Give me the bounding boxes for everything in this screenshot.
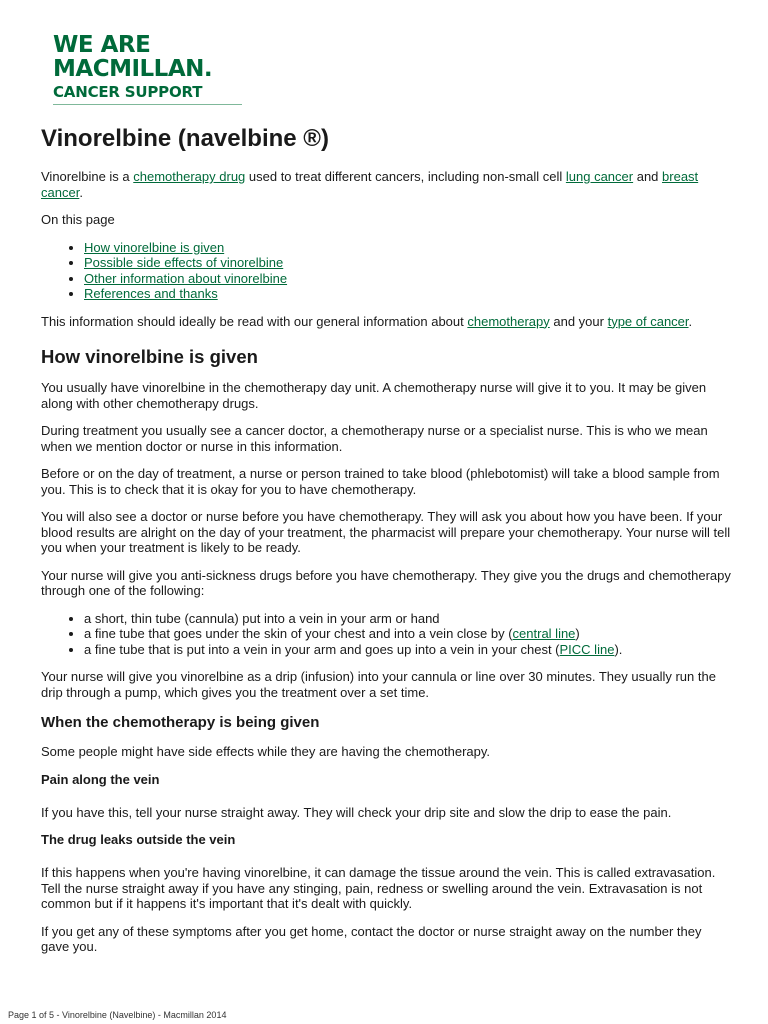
toc-item	[84, 255, 731, 271]
paragraph: You will also see a doctor or nurse before you have chemotherapy. They will ask you about how you have been. If your blood results are alright on the day of your treatment, the pharmacist will prepare your chemotherapy. Your nurse will tell you when your treatment is likely to be ready.	[41, 509, 731, 555]
breast-cancer-link[interactable]: breast cancer	[41, 169, 699, 200]
toc-link-side-effects[interactable]: Possible side effects of vinorelbine	[84, 255, 284, 270]
toc-item	[84, 240, 731, 256]
info-text: and your	[549, 313, 608, 329]
list-item: • a short, thin tube (cannula) put into a vein in your arm or hand	[84, 611, 731, 627]
intro-paragraph	[41, 169, 731, 200]
intro-text: Vinorelbine is a	[41, 169, 134, 184]
subheading-leak: The drug leaks outside the vein	[41, 832, 236, 847]
list-item	[84, 642, 731, 658]
picc-line-link[interactable]: PICC line	[559, 641, 615, 657]
paragraph: If you have this, tell your nurse straight away. They will check your drip site and slow the drip to ease the pain.	[41, 804, 672, 820]
list-text: ).	[614, 641, 623, 657]
info-paragraph	[41, 314, 731, 330]
paragraph: If this happens when you're having vinorelbine, it can damage the tissue around the vein. This is called extravasation. Tell the nurse straight away if you have any stinging, pain, redness or swelling around the vein. Extravasation is not common but if it happens it's important that it's dealt with quickly.	[41, 865, 716, 911]
table-of-contents	[41, 240, 731, 302]
info-text: This information should ideally be read with our general information about	[41, 313, 468, 329]
lung-cancer-link[interactable]: lung cancer	[565, 169, 634, 184]
chemotherapy-drug-link[interactable]: chemotherapy drug	[133, 169, 246, 184]
paragraph: Before or on the day of treatment, a nurse or person trained to take blood (phlebotomist) will take a blood sample from you. This is to check that it is okay for you to have chemotherapy.	[41, 466, 720, 497]
toc-link-how-given[interactable]: How vinorelbine is given	[84, 239, 225, 255]
logo-line-1: WE ARE	[53, 32, 151, 58]
central-line-link[interactable]: central line	[512, 626, 576, 641]
macmillan-logo[interactable]	[53, 33, 253, 105]
list-item	[84, 626, 731, 642]
paragraph: During treatment you usually see a cancer doctor, a chemotherapy nurse or a specialist nurse. This is who we mean when we mention doctor or nurse in this information.	[41, 423, 708, 454]
info-text: .	[688, 313, 693, 329]
on-this-page-label: On this page	[41, 212, 115, 227]
toc-item	[84, 286, 731, 302]
logo-line-3: CANCER SUPPORT	[53, 83, 203, 101]
list-text: a fine tube that is put into a vein in your arm and goes up into a vein in your chest (	[84, 641, 560, 657]
paragraph: If you get any of these symptoms after you get home, contact the doctor or nurse straight away on the number they gave you.	[41, 923, 702, 954]
page-title: Vinorelbine (navelbine ®)	[41, 125, 329, 152]
intro-text: and	[633, 169, 663, 184]
list-text: a fine tube that goes under the skin of your chest and into a vein close by (	[84, 626, 513, 641]
section-heading-how-given: How vinorelbine is given	[41, 346, 258, 367]
delivery-methods-list	[41, 611, 731, 658]
intro-text: .	[79, 184, 83, 200]
main-content	[41, 125, 731, 967]
section-heading-when-given: When the chemotherapy is being given	[41, 714, 320, 731]
logo-underline	[53, 104, 242, 105]
toc-link-other-info[interactable]: Other information about vinorelbine	[84, 270, 288, 286]
toc-item	[84, 271, 731, 287]
list-text: )	[575, 626, 580, 641]
chemotherapy-link[interactable]: chemotherapy	[467, 313, 550, 329]
paragraph: Your nurse will give you anti-sickness drugs before you have chemotherapy. They give you the drugs and chemotherapy through one of the following:	[41, 567, 731, 598]
intro-text: used to treat different cancers, including non-small cell	[245, 169, 566, 184]
type-of-cancer-link[interactable]: type of cancer	[607, 313, 689, 329]
paragraph: Your nurse will give you vinorelbine as a drip (infusion) into your cannula or line over 30 minutes. They usually run the drip through a pump, which gives you the treatment over a set time.	[41, 669, 716, 700]
page-footer: Page 1 of 5 - Vinorelbine (Navelbine) - Macmillan 2014	[8, 1010, 227, 1020]
subheading-pain: Pain along the vein	[41, 771, 160, 787]
paragraph: Some people might have side effects while they are having the chemotherapy.	[41, 744, 491, 759]
logo-line-2: MACMILLAN.	[53, 56, 213, 82]
paragraph: You usually have vinorelbine in the chemotherapy day unit. A chemotherapy nurse will give it to you. It may be given along with other chemotherapy drugs.	[41, 380, 707, 411]
toc-link-references[interactable]: References and thanks	[84, 286, 218, 301]
